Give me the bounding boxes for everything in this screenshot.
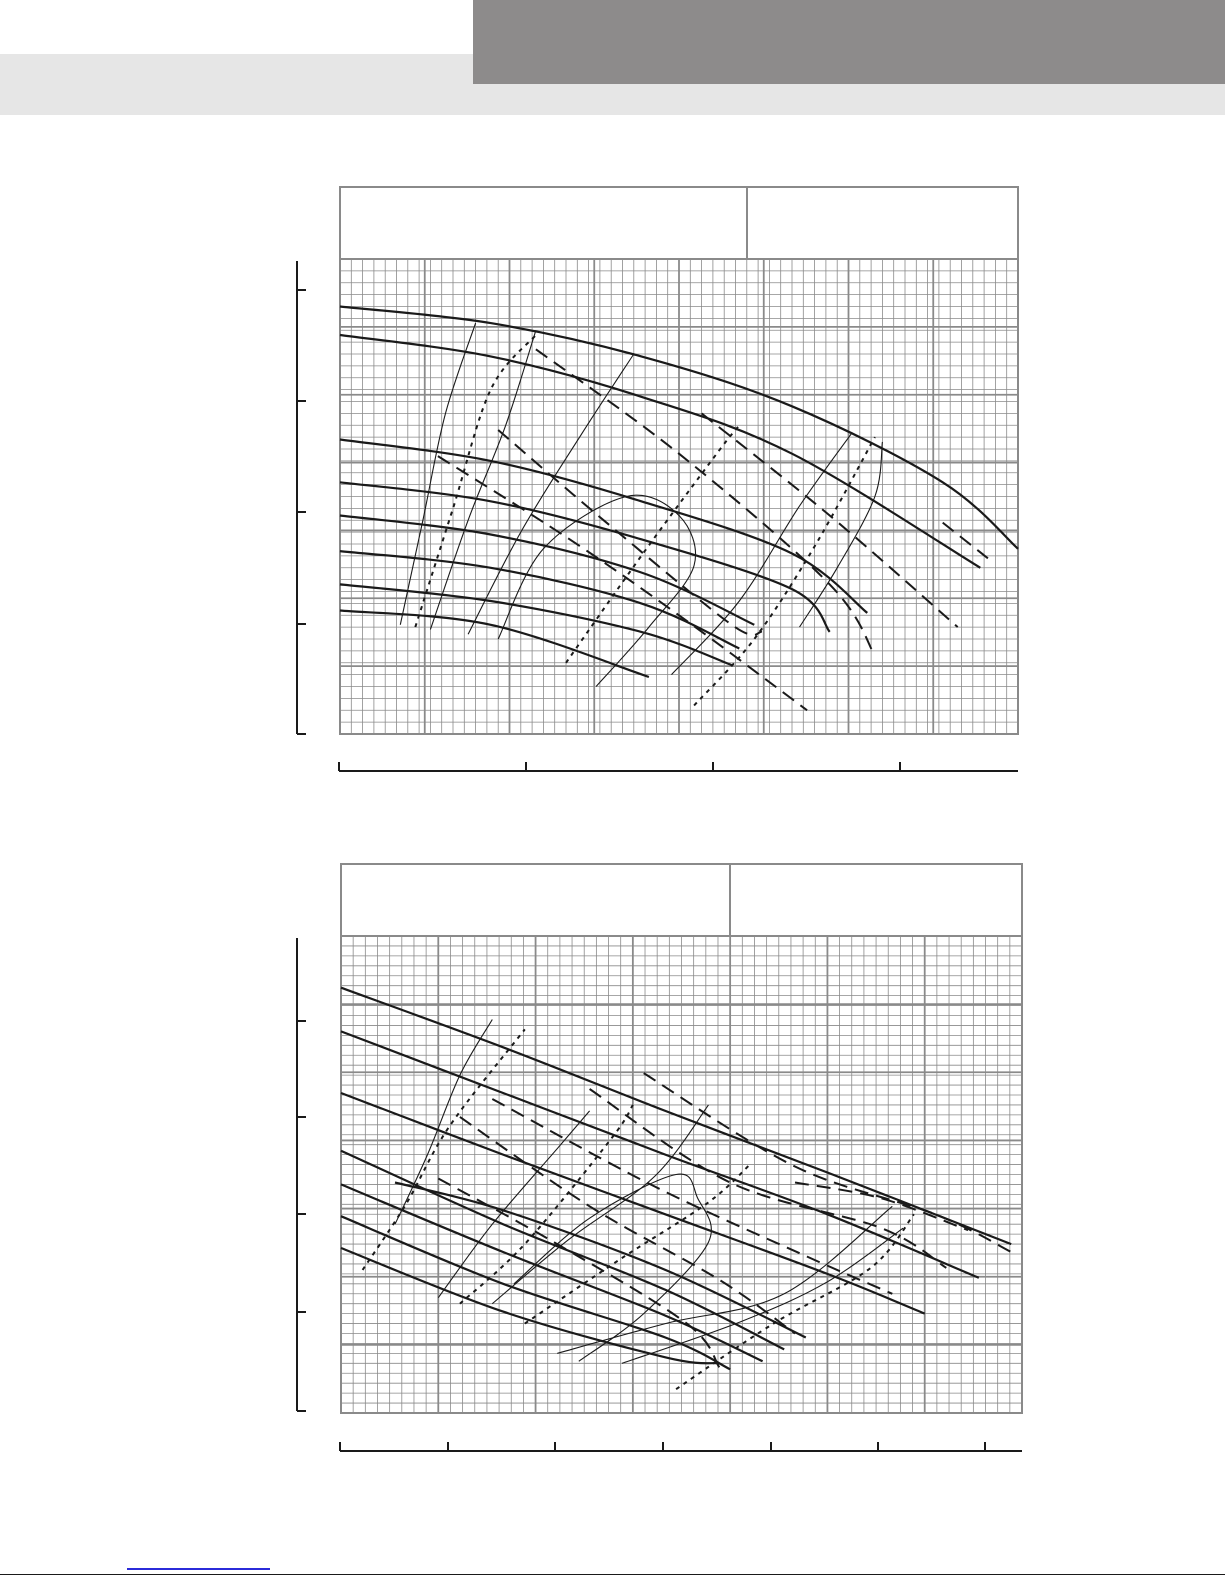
chart-2-x-axis bbox=[340, 1442, 1022, 1451]
footer-link[interactable] bbox=[127, 1568, 270, 1570]
footer-rule bbox=[0, 1574, 1225, 1575]
chart-2-y-axis bbox=[297, 938, 306, 1411]
series-line-power-dash-18 bbox=[438, 1179, 719, 1368]
chart-2-series bbox=[341, 988, 1011, 1389]
series-line-power-dash-23 bbox=[795, 1183, 968, 1231]
series-line-impeller-solid-7 bbox=[341, 1248, 719, 1363]
chart-2-title-box bbox=[341, 864, 1022, 936]
series-line-impeller-solid-3 bbox=[395, 1183, 806, 1338]
series-line-impeller-solid-0 bbox=[341, 988, 1011, 1244]
